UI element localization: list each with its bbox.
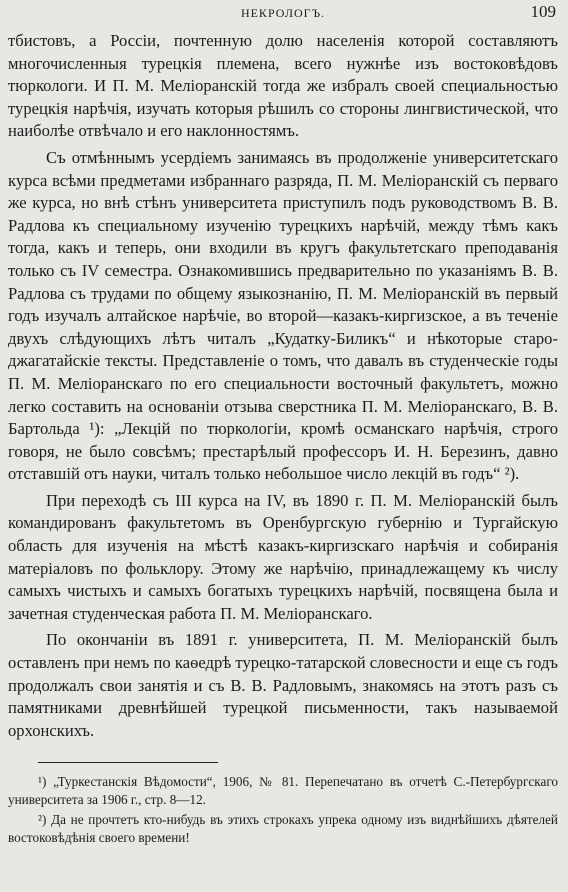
- footnotes: [8, 773, 558, 847]
- running-head: НЕКРОЛОГЪ.: [240, 6, 326, 20]
- body-text: [8, 30, 558, 742]
- page-number: 109: [530, 2, 556, 21]
- paragraph-3: При переходѣ съ III курса на IV, въ 1890 г. П. М. Меліоранскій былъ командированъ факультетомъ въ Оренбургскую губернію и Тургайскую область для изученія на мѣстѣ казакъ-киргизскаго нарѣчія и собиранія матеріаловъ по фольклору. Этому же нарѣчію, принадлежащему къ числу самыхъ чистыхъ и самыхъ богатыхъ турецкихъ нарѣчій, посвящена была и зачетная студенческая работа П. М. Меліоранскаго.: [8, 490, 558, 623]
- footnote-rule: [38, 762, 218, 763]
- paragraph-2: Съ отмѣннымъ усердіемъ занимаясь въ продолженіе университетскаго курса всѣми предметами избраннаго разряда, П. М. Меліоранскій съ перваго же курса, но внѣ стѣнъ университета приступилъ подъ руководствомъ В. В. Радлова къ специальному изученію турецкихъ нарѣчій, между тѣмъ какъ тогда, какъ и теперь, они входили въ кругъ факультетскаго преподаванія только съ IV семестра. Ознакомившись предварительно по указаніямъ В. В. Радлова съ трудами по общему языкознанію, П. М. Меліоранскій въ первый годъ изучалъ алтайское нарѣчіе, во второй—казакъ-киргизское, а въ теченіе двухъ слѣдующихъ лѣтъ читалъ „Кудатку-Биликъ“ и нѣкоторые старо-джагатайскіе тексты. Представленіе о томъ, что давалъ въ студенческіе годы П. М. Меліоранскаго по его специальности восточный факультетъ, можно легко составить на основаніи отзыва сверстника П. М. Меліоранскаго, В. В. Бартольда ¹): „Лекцій по тюркологіи, кромѣ османскаго нарѣчія, строго говоря, не было совсѣмъ; престарѣлый профессоръ И. Н. Березинъ, давно отставшій отъ науки, читалъ только небольшое число лекцій въ годъ“ ²).: [8, 147, 558, 484]
- footnote-2: ²) Да не прочтетъ кто-нибудь въ этихъ строкахъ упрека одному изъ виднѣйшихъ дѣятелей востоковѣдѣнія своего времени!: [8, 812, 558, 846]
- footnote-1: ¹) „Туркестанскія Вѣдомости“, 1906, № 81. Перепечатано въ отчетѣ С.-Петербургскаго университета за 1906 г., стр. 8—12.: [8, 774, 558, 808]
- paragraph-1: тбистовъ, а Россіи, почтенную долю населенія которой составляютъ многочисленныя турецкія племена, всего нужнѣе изъ востоковѣдовъ тюркологи. И П. М. Меліоранскій тогда же избралъ своей специальностью турецкія нарѣчія, изучать которыя рѣшилъ со стороны лингвистической, что наиболѣе отвѣчало и его наклонностямъ.: [8, 31, 558, 141]
- paragraph-4: По окончаніи въ 1891 г. университета, П. М. Меліоранскій былъ оставленъ при немъ по каѳедрѣ турецко-татарской словесности и еще съ годъ продолжалъ свои занятія и съ В. В. Радловымъ, знакомясь на этотъ разъ съ памятниками древнѣйшей турецкой письменности, такъ называемой орхонскихъ.: [8, 630, 558, 740]
- page-header: [8, 0, 558, 30]
